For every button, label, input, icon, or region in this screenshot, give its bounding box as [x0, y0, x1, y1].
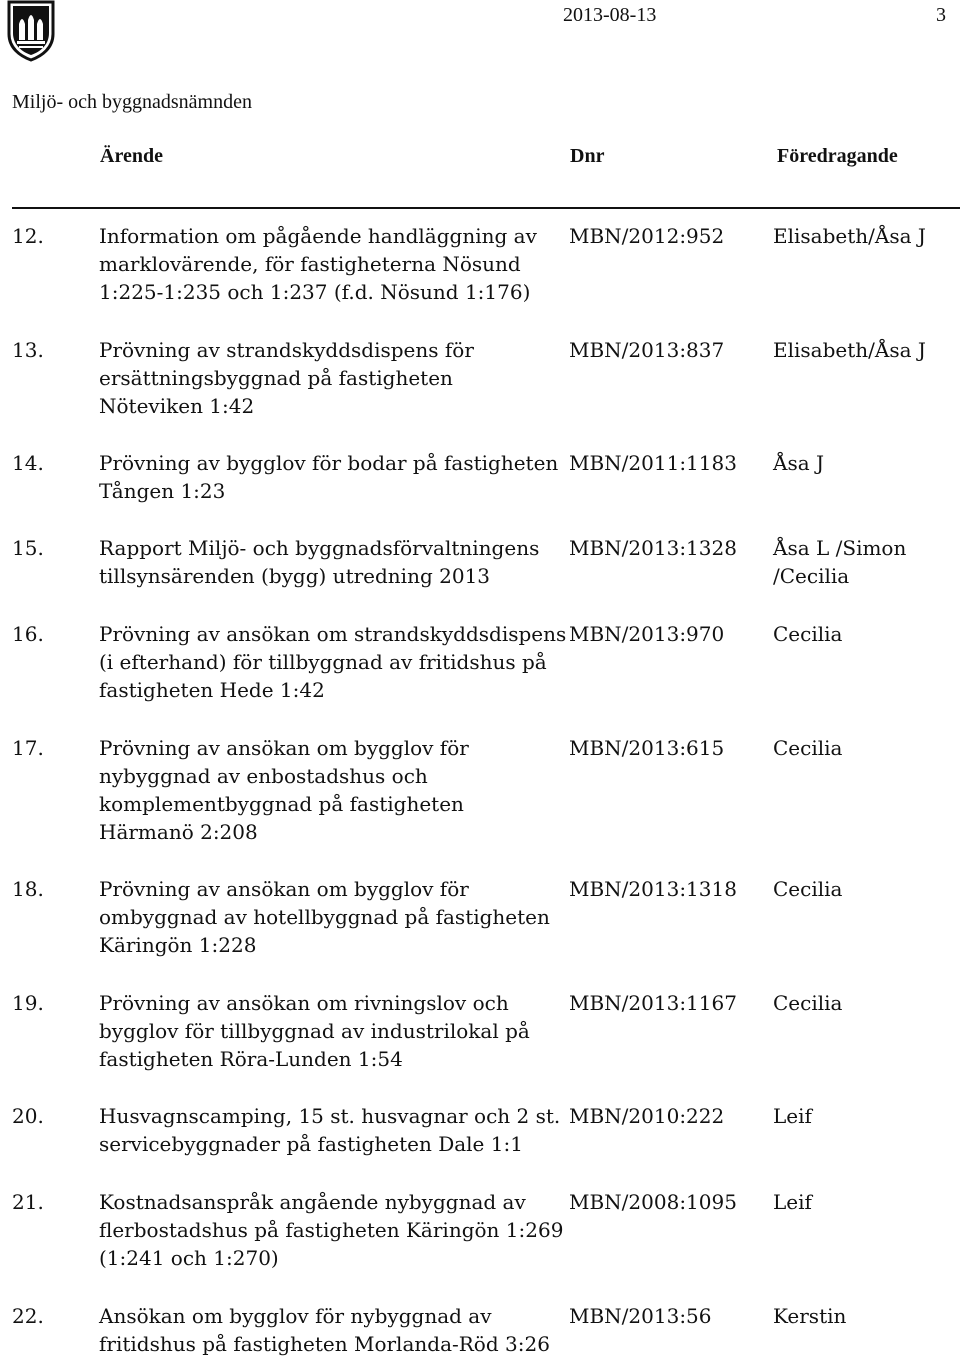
item-presenter-line: Leif [773, 1190, 812, 1214]
page-number: 3 [936, 4, 946, 26]
item-dnr: MBN/2011:1183 [569, 451, 737, 475]
item-title-line: tillsynsärenden (bygg) utredning 2013 [99, 564, 491, 588]
item-title [99, 449, 559, 505]
item-title-line: 1:225-1:235 och 1:237 (f.d. Nösund 1:176) [99, 280, 531, 304]
item-dnr: MBN/2008:1095 [569, 1190, 737, 1214]
municipal-coat-of-arms-logo [6, 0, 56, 62]
item-dnr: MBN/2013:56 [569, 1304, 712, 1328]
item-title-line: servicebyggnader på fastigheten Dale 1:1 [99, 1132, 523, 1156]
item-presenter-line: Cecilia [773, 736, 843, 760]
item-title [99, 1102, 559, 1158]
item-title-line: Tången 1:23 [99, 479, 226, 503]
item-title [99, 875, 559, 959]
item-title-line: komplementbyggnad på fastigheten [99, 792, 464, 816]
item-presenter-line: Leif [773, 1104, 812, 1128]
item-title [99, 620, 567, 704]
item-dnr: MBN/2013:837 [569, 338, 725, 362]
item-number: 15. [12, 536, 44, 560]
column-header-foredragande: Föredragande [777, 145, 898, 167]
column-header-arende: Ärende [100, 145, 163, 167]
item-presenter [773, 734, 953, 762]
item-title-line: Prövning av ansökan om bygglov för [99, 736, 469, 760]
item-presenter-line: Åsa L /Simon [773, 536, 907, 560]
item-presenter [773, 449, 953, 477]
item-title [99, 534, 559, 590]
document-date: 2013-08-13 [563, 4, 657, 26]
item-title-line: Käringön 1:228 [99, 933, 257, 957]
item-title-line: Prövning av bygglov för bodar på fastigheten [99, 451, 559, 475]
item-presenter-line: Åsa J [773, 451, 825, 475]
item-title-line: fritidshus på fastigheten Morlanda-Röd 3:26 [99, 1332, 550, 1356]
item-presenter-line: Elisabeth/Åsa J [773, 224, 926, 248]
item-presenter-line: Elisabeth/Åsa J [773, 338, 926, 362]
item-title-line: (1:241 och 1:270) [99, 1246, 279, 1270]
item-title-line: Prövning av ansökan om bygglov för [99, 877, 469, 901]
item-title [99, 336, 559, 420]
item-dnr: MBN/2013:1167 [569, 991, 737, 1015]
item-title-line: nybyggnad av enbostadshus och [99, 764, 428, 788]
item-title-line: Prövning av ansökan om rivningslov och [99, 991, 509, 1015]
item-presenter [773, 222, 953, 250]
item-presenter-line: Cecilia [773, 877, 843, 901]
item-number: 13. [12, 338, 44, 362]
item-presenter-line: Cecilia [773, 991, 843, 1015]
item-number: 18. [12, 877, 44, 901]
item-title-line: Nöteviken 1:42 [99, 394, 255, 418]
column-header-dnr: Dnr [570, 145, 605, 167]
item-presenter [773, 1102, 953, 1130]
item-dnr: MBN/2013:615 [569, 736, 725, 760]
item-presenter [773, 989, 953, 1017]
committee-name: Miljö- och byggnadsnämnden [12, 91, 252, 113]
item-title [99, 1302, 559, 1358]
item-title-line: (i efterhand) för tillbyggnad av fritidshus på [99, 650, 547, 674]
item-number: 14. [12, 451, 44, 475]
item-title [99, 1188, 564, 1272]
item-title [99, 222, 559, 306]
item-title-line: Husvagnscamping, 15 st. husvagnar och 2 st. [99, 1104, 561, 1128]
item-presenter [773, 620, 953, 648]
item-number: 12. [12, 224, 44, 248]
item-dnr: MBN/2013:1328 [569, 536, 737, 560]
item-title-line: Prövning av ansökan om strandskyddsdispens [99, 622, 567, 646]
item-presenter-line: Kerstin [773, 1304, 847, 1328]
item-title-line: Rapport Miljö- och byggnadsförvaltningens [99, 536, 540, 560]
item-presenter-line: Cecilia [773, 622, 843, 646]
item-presenter [773, 1302, 953, 1330]
item-presenter [773, 534, 953, 590]
item-title-line: ombyggnad av hotellbyggnad på fastigheten [99, 905, 550, 929]
item-dnr: MBN/2010:222 [569, 1104, 725, 1128]
item-presenter [773, 336, 953, 364]
item-presenter [773, 875, 953, 903]
item-number: 16. [12, 622, 44, 646]
item-title-line: fastigheten Röra-Lunden 1:54 [99, 1047, 403, 1071]
item-title-line: bygglov för tillbyggnad av industrilokal på [99, 1019, 530, 1043]
item-number: 19. [12, 991, 44, 1015]
item-number: 20. [12, 1104, 44, 1128]
item-title-line: ersättningsbyggnad på fastigheten [99, 366, 453, 390]
item-presenter [773, 1188, 953, 1216]
item-title-line: Kostnadsanspråk angående nybyggnad av [99, 1190, 526, 1214]
item-title-line: Information om pågående handläggning av [99, 224, 537, 248]
item-dnr: MBN/2013:970 [569, 622, 725, 646]
item-number: 22. [12, 1304, 44, 1328]
item-presenter-line: /Cecilia [773, 564, 850, 588]
item-title-line: marklovärende, för fastigheterna Nösund [99, 252, 521, 276]
item-title [99, 734, 559, 846]
header-divider [12, 207, 960, 209]
item-dnr: MBN/2013:1318 [569, 877, 737, 901]
item-title-line: Ansökan om bygglov för nybyggnad av [99, 1304, 492, 1328]
item-title-line: Härmanö 2:208 [99, 820, 258, 844]
item-title-line: Prövning av strandskyddsdispens för [99, 338, 474, 362]
item-title-line: flerbostadshus på fastigheten Käringön 1:269 [99, 1218, 564, 1242]
item-title [99, 989, 559, 1073]
item-title-line: fastigheten Hede 1:42 [99, 678, 325, 702]
item-number: 17. [12, 736, 44, 760]
item-dnr: MBN/2012:952 [569, 224, 725, 248]
item-number: 21. [12, 1190, 44, 1214]
